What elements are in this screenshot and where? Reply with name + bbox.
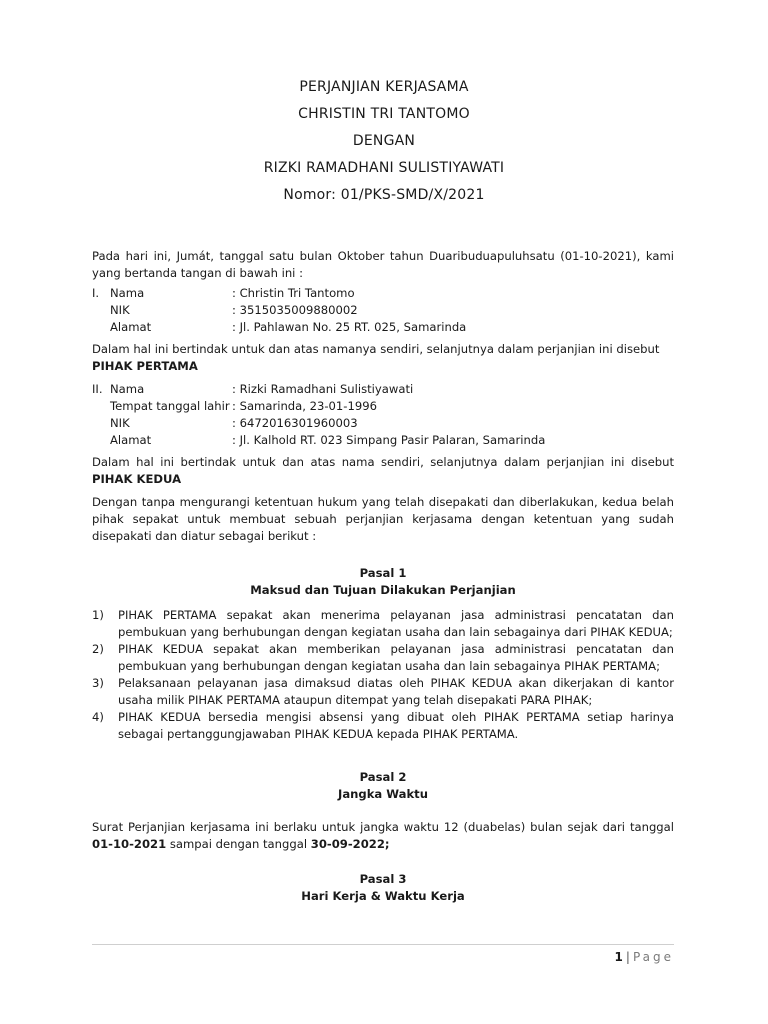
list-item-text: PIHAK PERTAMA sepakat akan menerima pelayanan jasa administrasi pencatatan dan pembukuan yang berhubungan dengan kegiatan usaha dan lain sebagainya dari PIHAK KEDUA; (118, 608, 674, 639)
list-item-number: 3) (92, 676, 104, 690)
party-2-number: II. (92, 382, 103, 396)
party-2-value: : Samarinda, 23-01-1996 (232, 399, 378, 413)
pasal-2-subtitle: Jangka Waktu (338, 787, 428, 801)
page-label: Page (632, 950, 674, 964)
title-line-1: PERJANJIAN KERJASAMA (299, 79, 469, 95)
document-body (92, 248, 674, 905)
title-line-2: CHRISTIN TRI TANTOMO (298, 106, 470, 122)
pasal-1-heading: Pasal 1 (359, 566, 407, 580)
page-number: 1 (614, 950, 623, 964)
party-1-row (92, 285, 674, 302)
page-footer (92, 950, 674, 964)
party-1-block (92, 285, 674, 336)
party-1-number: I. (92, 286, 100, 300)
party-2-statement: Dalam hal ini bertindak untuk dan atas nama sendiri, selanjutnya dalam perjanjian ini disebut PIHAK KEDUA (92, 455, 674, 486)
pasal-3-header (92, 871, 674, 905)
pasal-2-paragraph: Surat Perjanjian kerjasama ini berlaku untuk jangka waktu 12 (duabelas) bulan sejak dari tanggal 01-10-2021 sampai dengan tanggal 30-09-2022; (92, 820, 674, 851)
end-date: 30-09-2022; (310, 837, 390, 851)
title-line-4: RIZKI RAMADHANI SULISTIYAWATI (263, 160, 505, 176)
party-2-row (92, 381, 674, 398)
party-2-role: PIHAK KEDUA (92, 472, 182, 486)
start-date: 01-10-2021 (92, 837, 167, 851)
party-1-value: : Christin Tri Tantomo (232, 286, 355, 300)
party-1-role: PIHAK PERTAMA (92, 359, 198, 373)
list-item-number: 1) (92, 608, 104, 622)
footer-divider (92, 944, 674, 945)
intro-paragraph: Pada hari ini, Jumát, tanggal satu bulan Oktober tahun Duaribuduapuluhsatu (01-10-2021), kami yang bertanda tangan di bawah ini : (92, 249, 674, 280)
party-2-row (92, 398, 674, 415)
list-item-text: PIHAK KEDUA bersedia mengisi absensi yang dibuat oleh PIHAK PERTAMA setiap harinya sebagai pertanggungjawaban PIHAK KEDUA kepada PIHAK PERTAMA. (118, 710, 674, 741)
party-1-label: Nama (110, 286, 145, 300)
party-2-label: Nama (110, 382, 145, 396)
pasal-3-subtitle: Hari Kerja & Waktu Kerja (301, 889, 465, 903)
list-item (92, 641, 674, 675)
party-2-label: Alamat (110, 433, 152, 447)
list-item (92, 675, 674, 709)
footer-separator: | (625, 950, 630, 964)
party-2-value: : Jl. Kalhold RT. 023 Simpang Pasir Palaran, Samarinda (232, 433, 546, 447)
pasal-2-header (92, 769, 674, 803)
party-1-statement: Dalam hal ini bertindak untuk dan atas namanya sendiri, selanjutnya dalam perjanjian ini disebut PIHAK PERTAMA (92, 342, 660, 373)
party-1-label: Alamat (110, 320, 152, 334)
party-2-label: NIK (110, 416, 130, 430)
pasal-1-list (92, 607, 674, 743)
party-2-value: : Rizki Ramadhani Sulistiyawati (232, 382, 414, 396)
party-1-value: : Jl. Pahlawan No. 25 RT. 025, Samarinda (232, 320, 467, 334)
party-2-label: Tempat tanggal lahir (110, 399, 230, 413)
party-1-row (92, 302, 674, 319)
list-item-text: Pelaksanaan pelayanan jasa dimaksud diatas oleh PIHAK KEDUA akan dikerjakan di kantor usaha milik PIHAK PERTAMA ataupun ditempat yang telah disepakati PARA PIHAK; (118, 676, 674, 707)
party-2-block (92, 381, 674, 449)
document-number: Nomor: 01/PKS-SMD/X/2021 (283, 187, 485, 203)
list-item-number: 4) (92, 710, 104, 724)
party-1-label: NIK (110, 303, 130, 317)
list-item (92, 709, 674, 743)
party-1-row (92, 319, 674, 336)
list-item-text: PIHAK KEDUA sepakat akan memberikan pelayanan jasa administrasi pencatatan dan pembukuan yang berhubungan dengan kegiatan usaha dan lain sebagainya PIHAK PERTAMA; (118, 642, 674, 673)
list-item-number: 2) (92, 642, 104, 656)
party-2-row (92, 432, 674, 449)
document-title-block (0, 74, 768, 209)
pasal-1-subtitle: Maksud dan Tujuan Dilakukan Perjanjian (250, 583, 516, 597)
pasal-3-heading: Pasal 3 (359, 872, 407, 886)
list-item (92, 607, 674, 641)
party-2-value: : 6472016301960003 (232, 416, 358, 430)
party-1-value: : 3515035009880002 (232, 303, 358, 317)
pasal-1-header (92, 565, 674, 599)
title-line-3: DENGAN (352, 133, 416, 149)
party-2-row (92, 415, 674, 432)
agreement-paragraph: Dengan tanpa mengurangi ketentuan hukum yang telah disepakati dan diberlakukan, kedua belah pihak sepakat untuk membuat sebuah perjanjian kerjasama dengan ketentuan yang sudah disepakati dan diatur sebagai berikut : (92, 495, 674, 543)
pasal-2-heading: Pasal 2 (359, 770, 407, 784)
